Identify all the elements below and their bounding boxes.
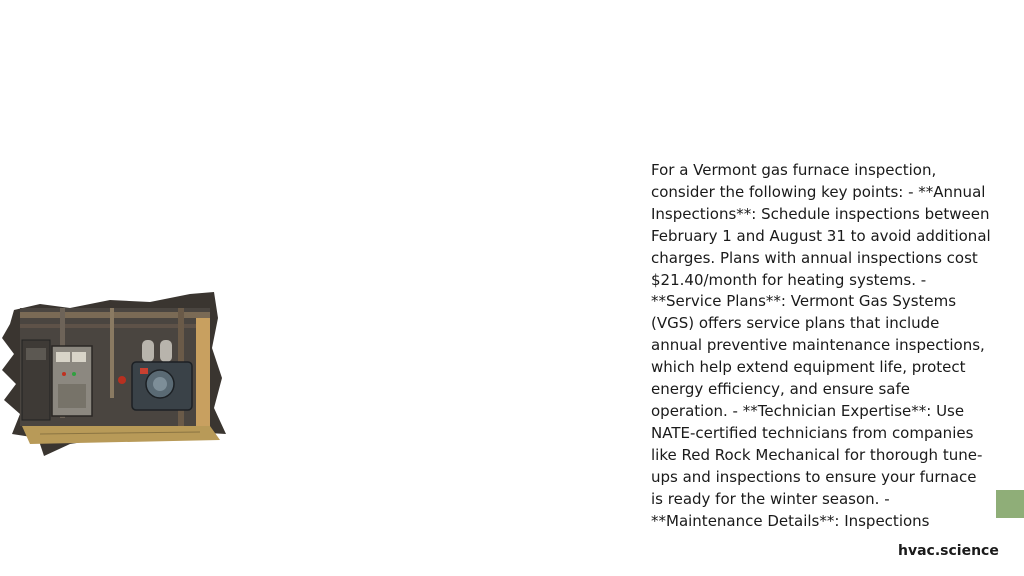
article-text: For a Vermont gas furnace inspection, consider the following key points: - **Annual Inspections**: Schedule inspections between February 1 and August 31 to avoid additional charges. Plans with annual inspections cost $21.40/month for heating systems. - **Service Plans**: Vermont Gas Systems (VGS) offers service plans that include annual preventive maintenance inspections, which help extend equipment life, protect energy efficiency, and ensure safe operation. - **Technician Expertise**: Use NATE-certified technicians from companies like Red Rock Mechanical for thorough tune-ups and inspections to ensure your furnace is ready for the winter season. - **Maintenance Details**: Inspections: [651, 161, 991, 530]
furnace-room-illustration: [0, 288, 232, 460]
brand-name: hvac.science: [898, 543, 999, 559]
brand-accent-tab: [996, 490, 1024, 518]
